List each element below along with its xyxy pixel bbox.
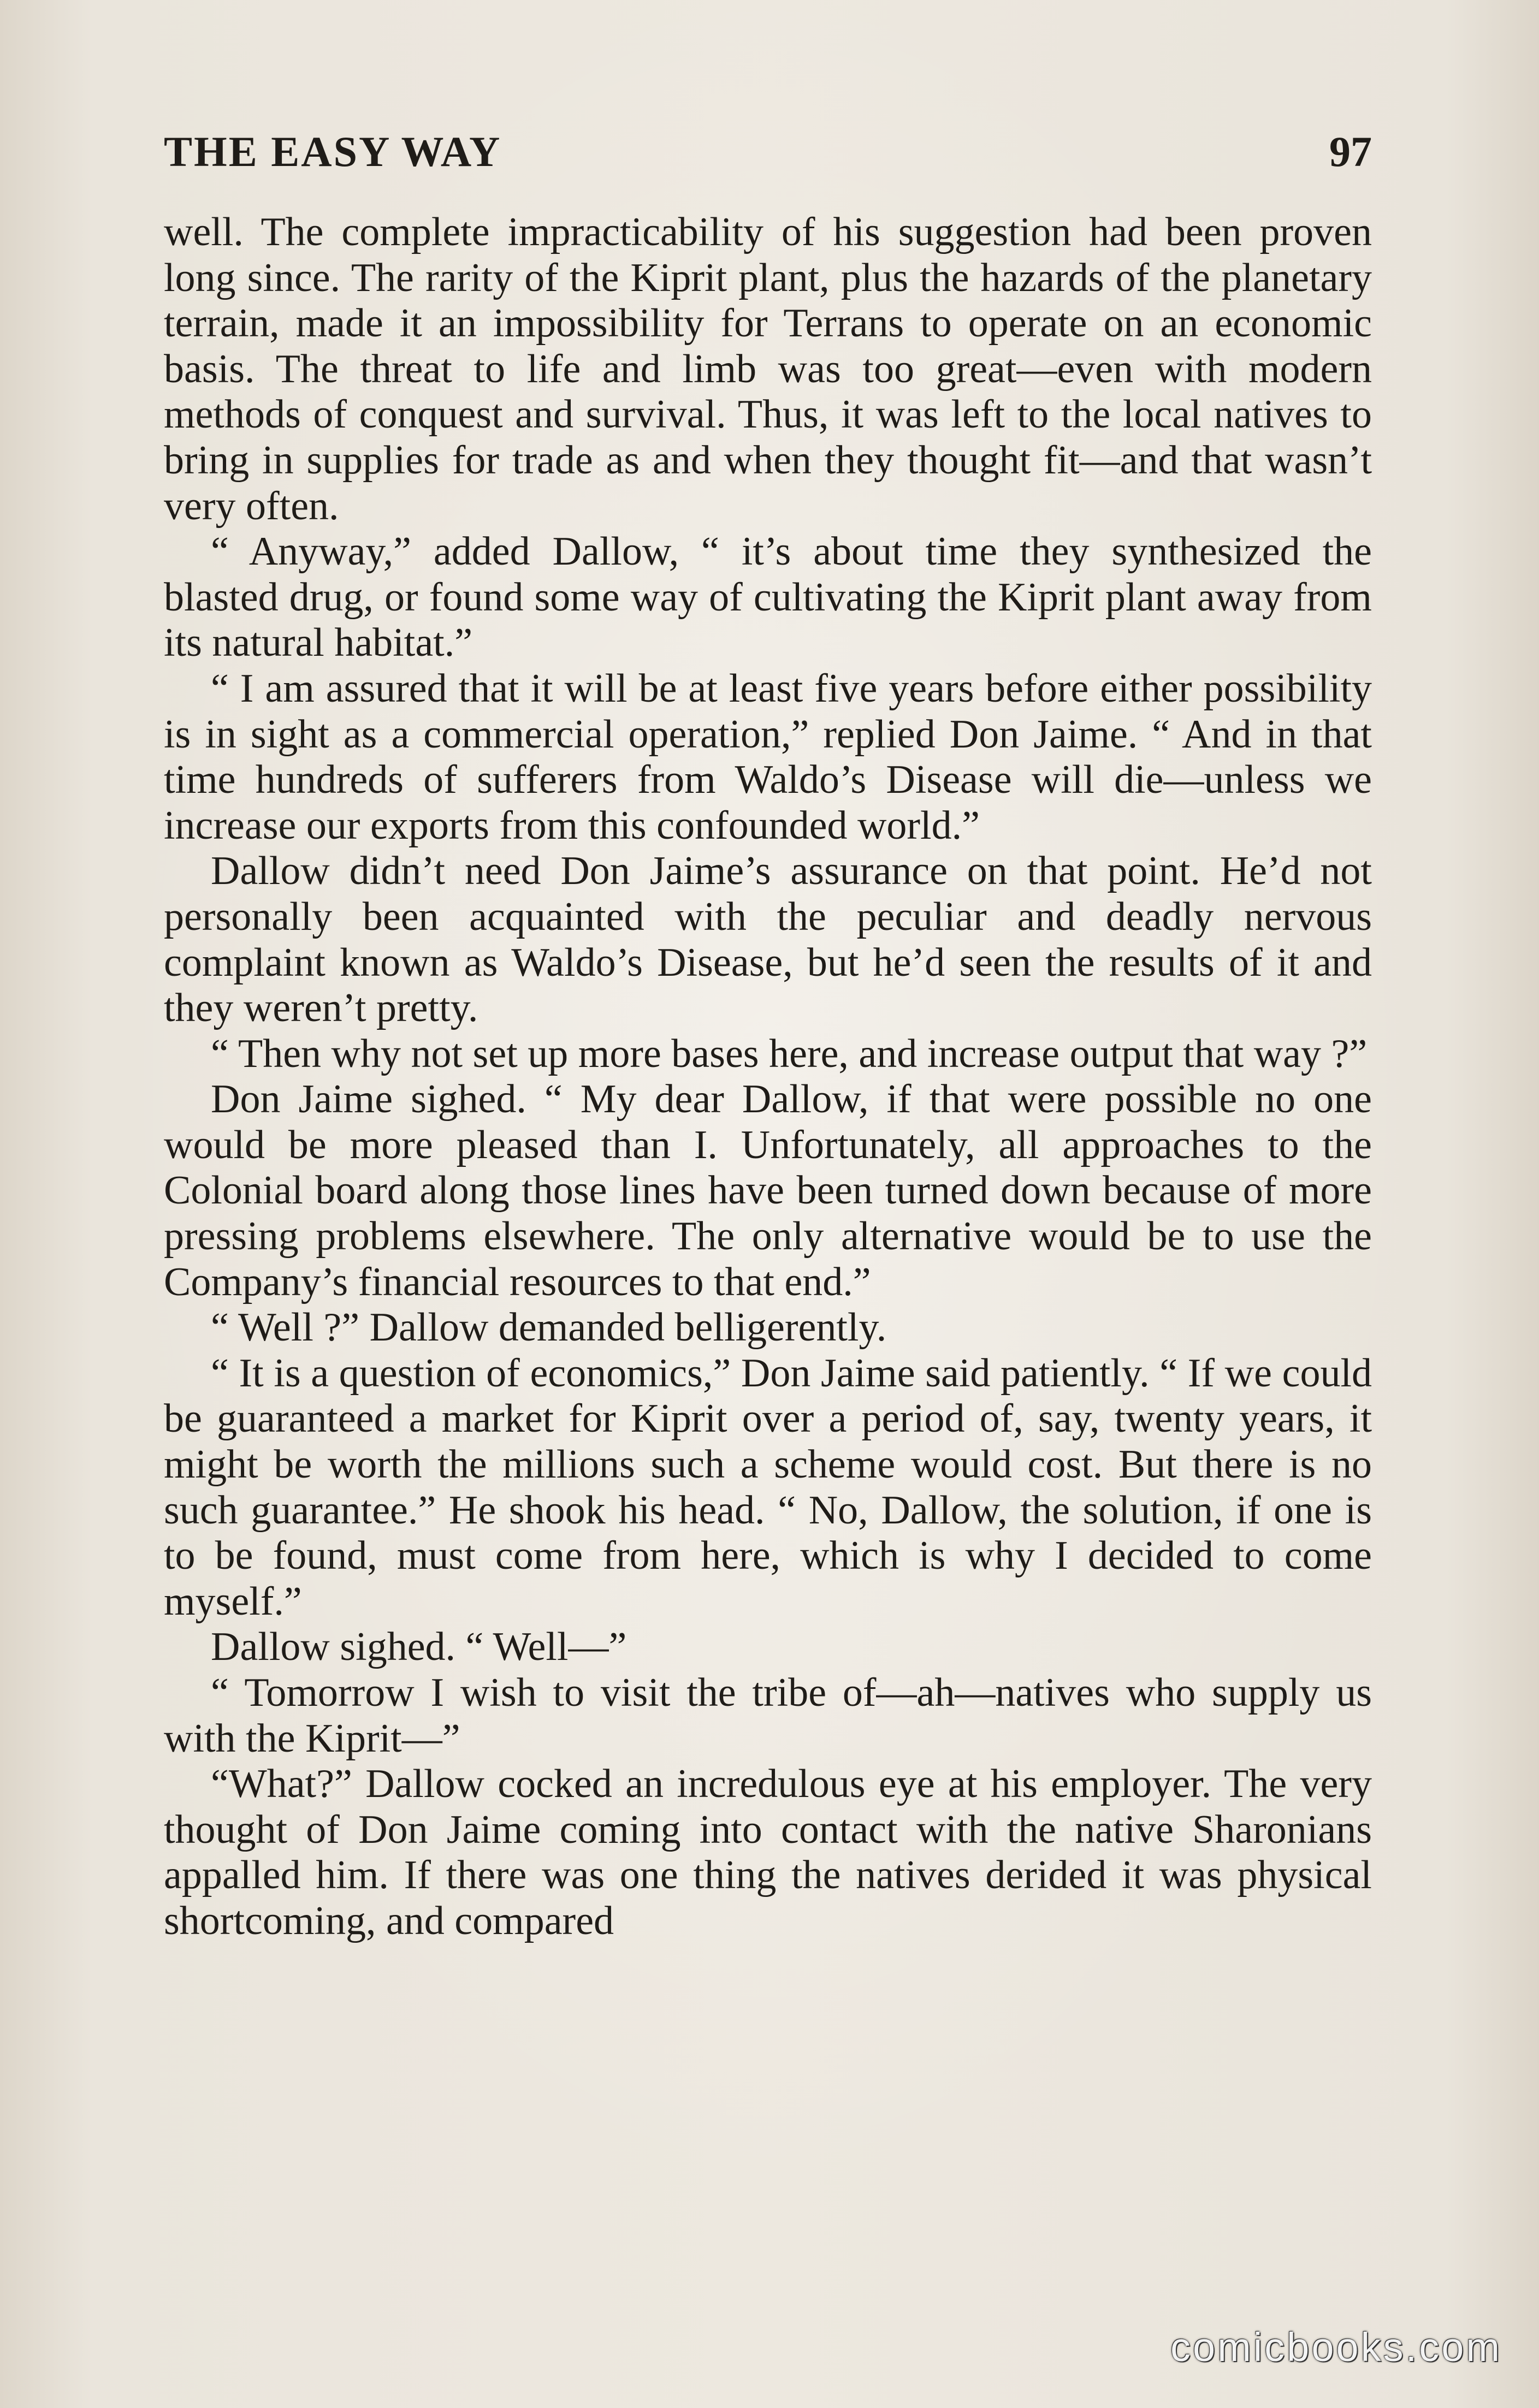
paragraph: “ Tomorrow I wish to visit the tribe of—ah—natives who supply us with the Kiprit—” [164,1670,1372,1761]
paragraph: “ It is a question of economics,” Don Jaime said patiently. “ If we could be guaranteed a market for Kiprit over a period of, say, twenty years, it might be worth the millions such a scheme would cost. But there is no such guarantee.” He shook his head. “ No, Dallow, the solution, if one is to be found, must come from here, which is why I decided to come myself.” [164,1350,1372,1624]
paragraph: “ Well ?” Dallow demanded belligerently. [211,1305,887,1350]
paragraph: well. The complete impracticability of his suggestion had been proven long since. The rarity of the Kiprit plant, plus the hazards of the planetary terrain, made it an impossibility for Terrans to operate on an economic basis. The threat to life and limb was too great—even with modern methods of conquest and survival. Thus, it was left to the local natives to bring in supplies for trade as and when they thought fit—and that wasn’t very often. [164,210,1372,529]
page-number: 97 [1329,128,1372,175]
paragraph: “ Then why not set up more bases here, and increase output that way ?” [211,1031,1368,1076]
paragraph: “ Anyway,” added Dallow, “ it’s about time they synthesized the blasted drug, or found some way of cultivating the Kiprit plant away from its natural habitat.” [164,529,1372,666]
paragraph: Dallow sighed. “ Well—” [211,1624,627,1670]
watermark: comicbooks.com [1170,2324,1502,2370]
paragraph: “ I am assured that it will be at least five years before either possibility is in sight as a commercial operation,” replied Don Jaime. “ And in that time hundreds of sufferers from Waldo’s Disease will die—unless we increase our exports from this confounded world.” [164,666,1372,848]
paragraph: Dallow didn’t need Don Jaime’s assurance on that point. He’d not personally been acquainted with the peculiar and deadly nervous complaint known as Waldo’s Disease, but he’d seen the results of it and they weren’t pretty. [164,849,1372,1031]
page-header [164,124,1372,185]
running-head: THE EASY WAY [164,128,502,175]
body-text [164,210,1372,1944]
paragraph: Don Jaime sighed. “ My dear Dallow, if that were possible no one would be more pleased than I. Unfortunately, all approaches to the Colonial board along those lines have been turned down because of more pressing problems elsewhere. The only alternative would be to use the Company’s financial resources to that end.” [164,1077,1372,1304]
paragraph: “What?” Dallow cocked an incredulous eye at his employer. The very thought of Don Jaime coming into contact with the native Sharonians appalled him. If there was one thing the natives derided it was physical shortcoming, and compared [164,1761,1372,1943]
